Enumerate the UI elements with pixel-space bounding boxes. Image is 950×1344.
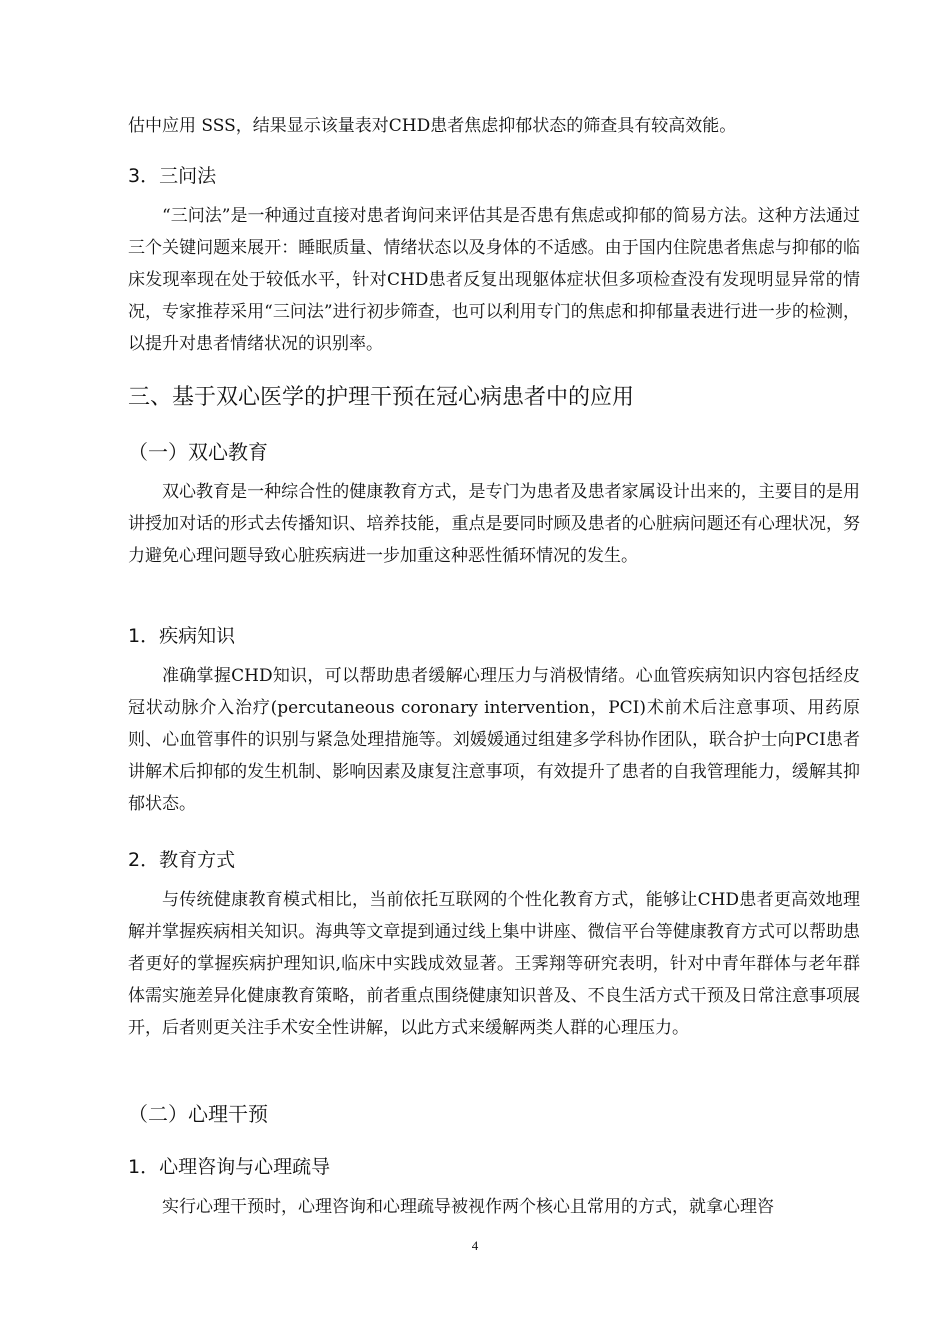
heading-shuangxin-jiaoyu: （一）双心教育 — [128, 440, 268, 464]
paragraph-shuangxin-jiaoyu: 双心教育是一种综合性的健康教育方式，是专门为患者及患者家属设计出来的，主要目的是用讲授加对话的形式去传播知识、培养技能，重点是要同时顾及患者的心脏病问题还有心理状况，努力避免心理问题导致心脏疾病进一步加重这种恶性循环情况的发生。 — [128, 482, 860, 566]
paragraph-jiaoyu-fangshi: 与传统健康教育模式相比，当前依托互联网的个性化教育方式，能够让CHD患者更高效地理解并掌握疾病相关知识。海典等文章提到通过线上集中讲座、微信平台等健康教育方式可以帮助患者更好的掌握疾病护理知识,临床中实践成效显著。王霁翔等研究表明，针对中青年群体与老年群体需实施差异化健康教育策略，前者重点围绕健康知识普及、不良生活方式干预及日常注意事项展开，后者则更关注手术安全性讲解，以此方式来缓解两类人群的心理压力。 — [128, 890, 860, 1038]
paragraph-xinli-zixun: 实行心理干预时，心理咨询和心理疏导被视作两个核心且常用的方式，就拿心理咨 — [162, 1197, 774, 1217]
page-number: 4 — [471, 1238, 479, 1253]
heading-jiaoyu-fangshi: 2．教育方式 — [128, 849, 236, 871]
paragraph-sss-continuation: 估中应用 SSS，结果显示该量表对CHD患者焦虑抑郁状态的筛查具有较高效能。 — [128, 116, 737, 136]
heading-sanwenfa: 3．三问法 — [128, 165, 217, 187]
heading-xinli-zixun: 1．心理咨询与心理疏导 — [128, 1156, 331, 1178]
heading-jibing-zhishi: 1．疾病知识 — [128, 625, 236, 647]
paragraph-sanwenfa: “三问法”是一种通过直接对患者询问来评估其是否患有焦虑或抑郁的简易方法。这种方法通过三个关键问题来展开：睡眠质量、情绪状态以及身体的不适感。由于国内住院患者焦虑与抑郁的临床发现率现在处于较低水平，针对CHD患者反复出现躯体症状但多项检查没有发现明显异常的情况，专家推荐采用“三问法”进行初步筛查，也可以利用专门的焦虑和抑郁量表进行进一步的检测，以提升对患者情绪状况的识别率。 — [128, 206, 860, 354]
heading-xinli-ganyu: （二）心理干预 — [128, 1102, 268, 1126]
section-heading-3: 三、基于双心医学的护理干预在冠心病患者中的应用 — [128, 385, 635, 410]
paragraph-jibing-zhishi: 准确掌握CHD知识，可以帮助患者缓解心理压力与消极情绪。心血管疾病知识内容包括经皮冠状动脉介入治疗(percutaneous coronary intervention，PCI)术前术后注意事项、用药原则、心血管事件的识别与紧急处理措施等。刘媛媛通过组建多学科协作团队，联合护士向PCI患者讲解术后抑郁的发生机制、影响因素及康复注意事项，有效提升了患者的自我管理能力，缓解其抑郁状态。 — [128, 666, 860, 814]
